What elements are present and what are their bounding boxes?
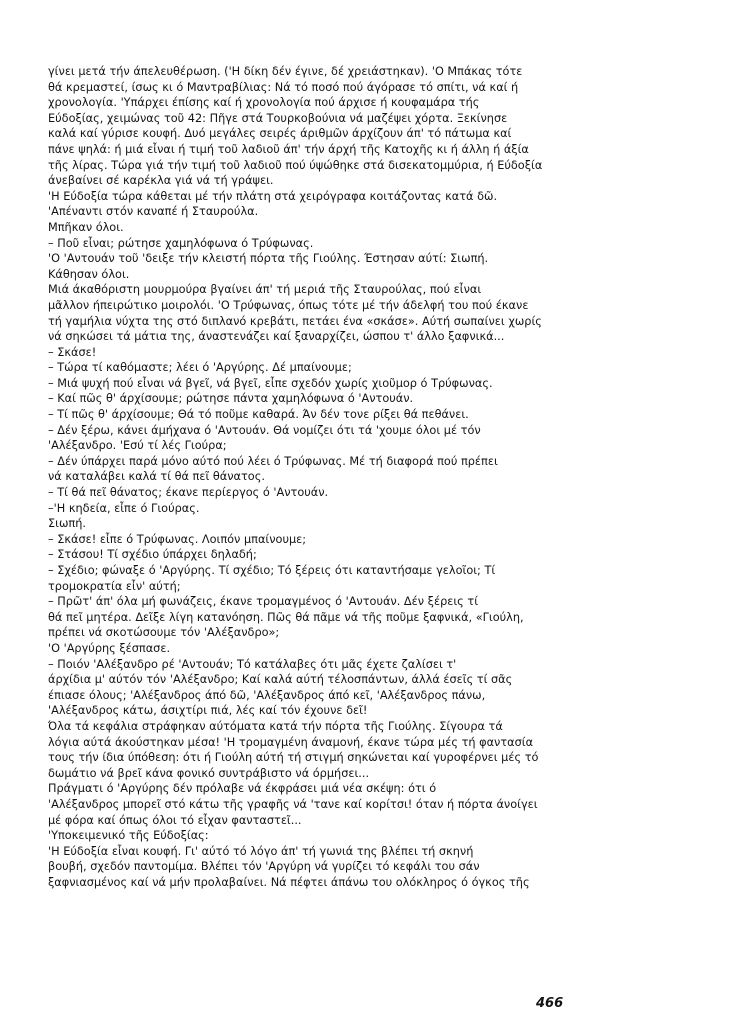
text-line: θά πεῖ μητέρα. Δεῖξε λίγη κατανόηση. Πῶς θά πᾶμε νά τῆς ποῦμε ξαφνικά, «Γιούλη, <box>48 610 524 624</box>
text-line: Κάθησαν όλοι. <box>48 267 130 281</box>
text-line: νά καταλάβει καλά τί θά πεῖ θάνατος. <box>48 470 265 484</box>
text-line: 'Αλέξανδρο. 'Εσύ τί λές Γιούρα; <box>48 439 227 453</box>
text-line: 'Απέναντι στόν καναπέ ή Σταυρούλα. <box>48 205 259 219</box>
text-line: 'Ο 'Αντουάν τοῦ 'δειξε τήν κλειστή πόρτα τῆς Γιούλης. Έστησαν αύτί: Σιωπή. <box>48 252 489 266</box>
text-line: – Τώρα τί καθόμαστε; λέει ό 'Αργύρης. Δέ μπαίνουμε; <box>48 361 352 375</box>
text-line: άρχίδια μ' αύτόν τόν 'Αλέξανδρο; Καί καλά αύτή τέλοσπάντων, άλλά έσεῖς τί σᾶς <box>48 673 513 687</box>
text-line: τους τήν ίδια ύπόθεση: ότι ή Γιούλη αύτή τή στιγμή σηκώνεται καί γυροφέρνει μές τό <box>48 751 539 765</box>
text-line: Μπῆκαν όλοι. <box>48 220 124 234</box>
text-line: μέ φόρα καί όπως όλοι τό εἶχαν φανταστεῖ... <box>48 813 302 827</box>
text-line: – Σκάσε! εἶπε ό Τρύφωνας. Λοιπόν μπαίνουμε; <box>48 532 307 546</box>
text-line: 'Η Εύδοξία τώρα κάθεται μέ τήν πλάτη στά χειρόγραφα κοιτάζοντας κατά δῶ. <box>48 189 498 203</box>
text-line: – Τί πῶς θ' άρχίσουμε; Θά τό ποῦμε καθαρά. Άν δέν τονε ρίξει θά πεθάνει. <box>48 408 469 422</box>
text-line: ξαφνιασμένος καί νά μήν προλαβαίνει. Νά πέφτει άπάνω του ολόκληρος ό όγκος τῆς <box>48 875 530 889</box>
text-line: πρέπει νά σκοτώσουμε τόν 'Αλέξανδρο»; <box>48 626 280 640</box>
text-line: θά κρεμαστεί, ίσως κι ό Μαντραβίλιας: Νά τό ποσό πού άγόρασε τό σπίτι, νά καί ή <box>48 80 519 94</box>
text-line: Όλα τά κεφάλια στράφηκαν αύτόματα κατά τήν πόρτα τῆς Γιούλης. Σίγουρα τά <box>48 719 503 733</box>
text-line: νά σηκώσει τά μάτια της, άναστενάζει καί ξαναρχίζει, ώσπου τ' άλλο ξαφνικά... <box>48 330 505 344</box>
text-line: 'Αλέξανδρος κάτω, άσιχτίρι πιά, λές καί τόν έχουνε δεῖ! <box>48 704 368 718</box>
text-line: τρομοκρατία εἶν' αύτή; <box>48 579 181 593</box>
text-line: Μιά άκαθόριστη μουρμούρα βγαίνει άπ' τή μεριά τῆς Σταυρούλας, πού εἶναι <box>48 283 482 297</box>
text-line: τή γαμήλια νύχτα της στό διπλανό κρεβάτι, πετάει ένα «σκάσε». Αύτή σωπαίνει χωρίς <box>48 314 542 328</box>
text-line: άνεβαίνει σέ καρέκλα γιά νά τή γράψει. <box>48 174 274 188</box>
text-line: – Ποιόν 'Αλέξανδρο ρέ 'Αντουάν; Τό κατάλαβες ότι μᾶς έχετε ζαλίσει τ' <box>48 657 457 671</box>
text-line: Πράγματι ό 'Αργύρης δέν πρόλαβε νά έκφράσει μιά νέα σκέψη: ότι ό <box>48 782 437 796</box>
text-line: 'Η Εύδοξία εἶναι κουφή. Γι' αύτό τό λόγο άπ' τή γωνιά της βλέπει τή σκηνή <box>48 844 474 858</box>
text-line: – Σχέδιο; φώναξε ό 'Αργύρης. Τί σχέδιο; Τό ξέρεις ότι καταντήσαμε γελοῖοι; Τί <box>48 564 496 577</box>
text-line: έπιασε όλους; 'Αλέξανδρος άπό δῶ, 'Αλέξανδρος άπό κεῖ, 'Αλέξανδρος πάνω, <box>48 688 486 702</box>
text-line: τῆς λίρας. Τώρα γιά τήν τιμή τοῦ λαδιοῦ πού ύψώθηκε στά δισεκατομμύρια, ή Εύδοξία <box>48 158 543 172</box>
text-line: – Σκάσε! <box>48 345 97 359</box>
text-line: Σιωπή. <box>48 517 86 531</box>
text-line: – Δέν ύπάρχει παρά μόνο αύτό πού λέει ό Τρύφωνας. Μέ τή διαφορά πού πρέπει <box>48 454 498 468</box>
text-line: – Ποῦ εἶναι; ρώτησε χαμηλόφωνα ό Τρύφωνας. <box>48 236 314 250</box>
page-number: 466 <box>536 996 564 1011</box>
text-line: καλά καί γύρισε κουφή. Δυό μεγάλες σειρές άριθμῶν άρχίζουν άπ' τό πάτωμα καί <box>48 127 512 141</box>
text-line: –'Η κηδεία, εἶπε ό Γιούρας. <box>48 501 200 515</box>
text-line: – Δέν ξέρω, κάνει άμήχανα ό 'Αντουάν. Θά νομίζει ότι τά 'χουμε όλοι μέ τόν <box>48 423 481 437</box>
text-line: – Μιά ψυχή πού εἶναι νά βγεῖ, νά βγεῖ, εἶπε σχεδόν χωρίς χιοῦμορ ό Τρύφωνας. <box>48 376 493 390</box>
text-line: γίνει μετά τήν άπελευθέρωση. ('Η δίκη δέν έγινε, δέ χρειάστηκαν). 'Ο Μπάκας τότε <box>48 65 523 78</box>
text-line: λόγια αύτά άκούστηκαν μέσα! 'Η τρομαγμένη άναμονή, έκανε τώρα μές τή φαντασία <box>48 735 534 749</box>
text-line: δωμάτιο νά βρεῖ κάνα φονικό συντράβιστο νά όρμήσει... <box>48 766 370 780</box>
page-text <box>48 64 688 890</box>
text-line: 'Υποκειμενικό τῆς Εύδοξίας: <box>48 829 209 843</box>
text-line: βουβή, σχεδόν παντομίμα. Βλέπει τόν 'Αργύρη νά γυρίζει τό κεφάλι του σάν <box>48 860 480 874</box>
text-line: – Καί πῶς θ' άρχίσουμε; ρώτησε πάντα χαμηλόφωνα ό 'Αντουάν. <box>48 392 414 406</box>
text-line: 'Αλέξανδρος μπορεῖ στό κάτω τῆς γραφῆς νά 'τανε καί κορίτσι! όταν ή πόρτα άνοίγει <box>48 797 538 811</box>
text-line: Εύδοξίας, χειμώνας τοῦ 42: Πῆγε στά Τουρκοβούνια νά μαζέψει χόρτα. Ξεκίνησε <box>48 111 508 125</box>
text-line: – Στάσου! Τί σχέδιο ύπάρχει δηλαδή; <box>48 548 257 562</box>
text-line: – Πρῶτ' άπ' όλα μή φωνάζεις, έκανε τρομαγμένος ό 'Αντουάν. Δέν ξέρεις τί <box>48 595 479 609</box>
text-line: πάνε ψηλά: ή μιά εἶναι ή τιμή τοῦ λαδιοῦ άπ' τήν άρχή τῆς Κατοχῆς κι ή άλλη ή άξία <box>48 142 529 156</box>
text-line: χρονολογία. 'Υπάρχει έπίσης καί ή χρονολογία πού άρχισε ή κουφαμάρα τής <box>48 96 480 110</box>
text-line: 'Ο 'Αργύρης ξέσπασε. <box>48 641 171 655</box>
text-line: – Τί θά πεῖ θάνατος; έκανε περίεργος ό 'Αντουάν. <box>48 486 329 500</box>
text-line: μᾶλλον ήπειρώτικο μοιρολόι. 'Ο Τρύφωνας, όπως τότε μέ τήν άδελφή του πού έκανε <box>48 298 529 312</box>
